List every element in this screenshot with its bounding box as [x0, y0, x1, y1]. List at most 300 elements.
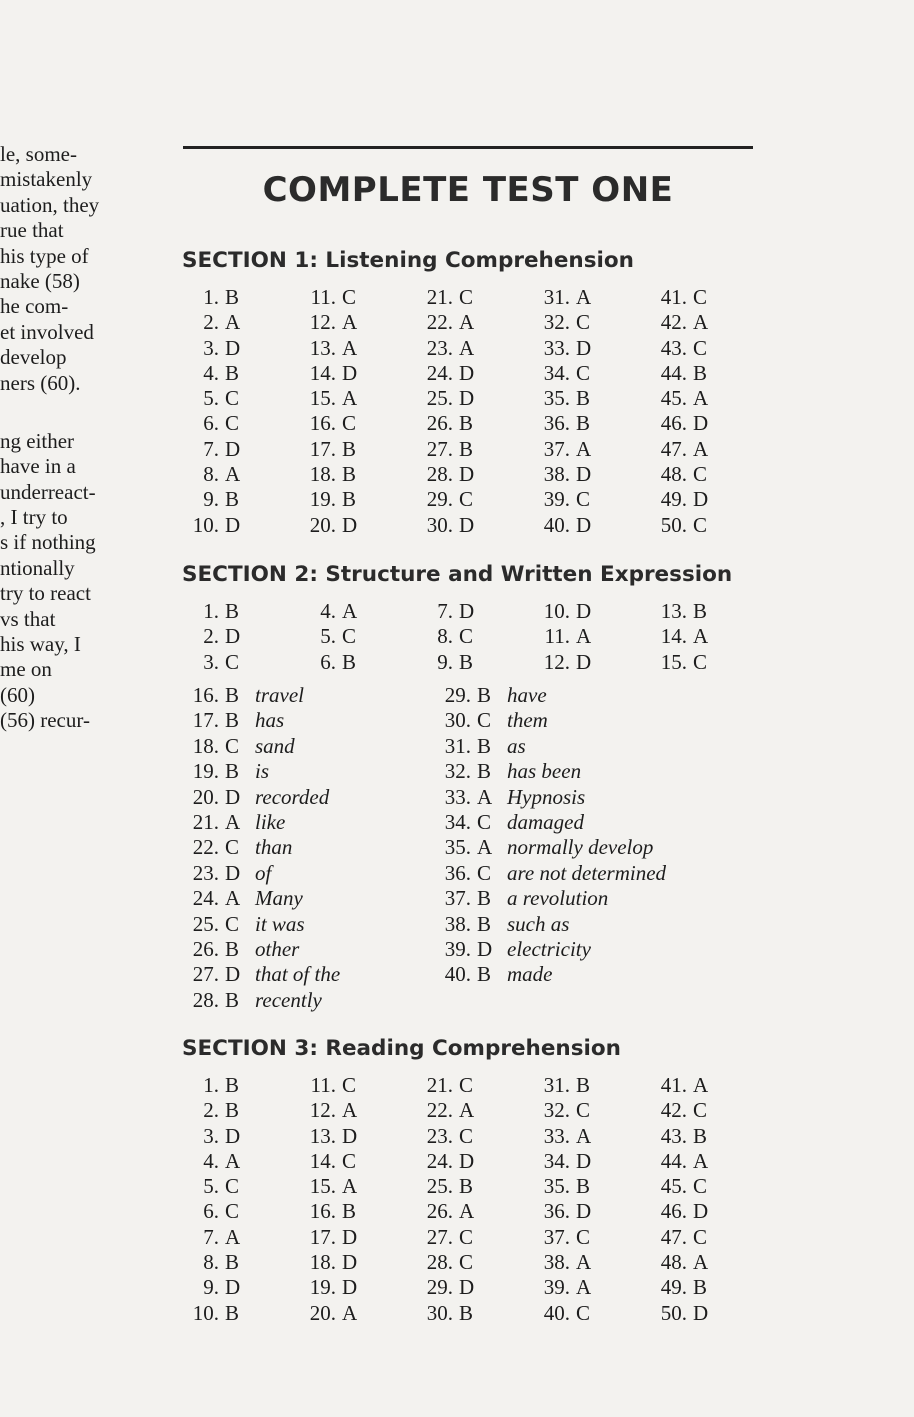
answer-letter: B — [225, 987, 240, 1012]
answer-letter: D — [459, 462, 475, 487]
margin-line: rue that — [0, 218, 64, 243]
question-number: 44. — [660, 360, 687, 385]
question-number: 41. — [660, 285, 687, 309]
answer-item — [417, 411, 517, 436]
answer-letter: D — [477, 936, 493, 961]
answer-item — [417, 513, 517, 538]
answer-item — [534, 599, 634, 624]
answer-letter: B — [576, 411, 591, 436]
answer-letter: B — [225, 360, 240, 385]
question-number: 32. — [543, 310, 570, 335]
answer-item — [183, 1174, 283, 1199]
answer-letter: B — [477, 886, 492, 911]
answer-item — [534, 285, 634, 310]
answer-column — [417, 285, 517, 538]
answer-item — [300, 1124, 400, 1149]
answer-item — [417, 1174, 517, 1199]
question-number: 2. — [203, 310, 219, 335]
question-number: 3. — [203, 335, 219, 360]
question-number: 35. — [543, 1174, 570, 1199]
answer-letter: B — [225, 936, 240, 961]
answer-letter: D — [225, 1275, 241, 1300]
answer-item — [183, 1225, 283, 1250]
answer-word: electricity — [507, 936, 591, 961]
margin-line: underreact- — [0, 479, 96, 504]
question-number: 21. — [426, 285, 453, 309]
written-answer-item — [435, 810, 666, 835]
question-number: 6. — [203, 411, 219, 436]
question-number: 42. — [660, 310, 687, 335]
answer-item — [651, 487, 751, 512]
question-number: 17. — [309, 1224, 336, 1249]
question-number: 46. — [660, 1199, 687, 1224]
question-number: 25. — [426, 386, 453, 411]
margin-line: uation, they — [0, 192, 100, 217]
answer-letter: B — [477, 683, 492, 707]
question-number: 37. — [543, 1224, 570, 1249]
question-number: 4. — [203, 360, 219, 385]
answer-letter: D — [342, 1123, 358, 1148]
written-answer-item — [183, 886, 340, 911]
written-answer-item — [183, 683, 340, 708]
question-number: 17. — [192, 708, 219, 733]
question-number: 49. — [660, 487, 687, 512]
question-number: 5. — [203, 1174, 219, 1199]
answer-letter: A — [342, 1174, 358, 1199]
answer-item — [651, 1199, 751, 1224]
question-number: 20. — [309, 1300, 336, 1325]
answer-item — [534, 310, 634, 335]
answer-item — [300, 1149, 400, 1174]
margin-line: mistakenly — [0, 167, 93, 192]
answer-column — [534, 599, 634, 675]
written-answer-item — [435, 683, 666, 708]
answer-letter: A — [342, 310, 358, 335]
question-number: 27. — [426, 1224, 453, 1249]
question-number: 29. — [426, 1275, 453, 1300]
answer-letter: B — [576, 386, 591, 411]
answer-letter: D — [342, 1250, 358, 1275]
question-number: 37. — [444, 886, 471, 911]
answer-letter: B — [459, 1300, 474, 1325]
question-number: 16. — [309, 1199, 336, 1224]
answer-letter: A — [576, 1275, 592, 1300]
question-number: 18. — [192, 733, 219, 758]
question-number: 38. — [444, 911, 471, 936]
question-number: 19. — [309, 487, 336, 512]
answer-item — [534, 1275, 634, 1300]
question-number: 8. — [437, 624, 453, 649]
section1-heading: SECTION 1: Listening Comprehension — [182, 248, 634, 273]
answer-letter: C — [693, 1174, 708, 1199]
question-number: 24. — [426, 360, 453, 385]
answer-letter: C — [225, 733, 240, 758]
answer-item — [651, 650, 751, 675]
answer-letter: B — [693, 1123, 708, 1148]
answer-letter: A — [693, 1073, 709, 1097]
answer-letter: A — [225, 1224, 241, 1249]
question-number: 23. — [192, 860, 219, 885]
question-number: 38. — [543, 462, 570, 487]
answer-column — [651, 1073, 751, 1326]
answer-letter: A — [225, 310, 241, 335]
question-number: 10. — [192, 1300, 219, 1325]
answer-letter: C — [576, 487, 591, 512]
question-number: 6. — [203, 1199, 219, 1224]
question-number: 50. — [660, 1300, 687, 1325]
margin-line: develop — [0, 345, 67, 370]
answer-letter: D — [576, 599, 592, 623]
question-number: 21. — [426, 1073, 453, 1097]
answer-item — [417, 1199, 517, 1224]
answer-letter: C — [225, 411, 240, 436]
answer-letter: C — [576, 360, 591, 385]
answer-letter: B — [225, 285, 240, 309]
answer-word: it was — [255, 911, 305, 936]
question-number: 40. — [543, 512, 570, 537]
answer-letter: C — [459, 1123, 474, 1148]
answer-letter: B — [693, 1275, 708, 1300]
written-answer-item — [183, 708, 340, 733]
question-number: 26. — [426, 411, 453, 436]
answer-letter: C — [225, 911, 240, 936]
answer-letter: D — [459, 386, 475, 411]
answer-word: made — [507, 962, 553, 987]
answer-word: like — [255, 809, 286, 834]
question-number: 3. — [203, 649, 219, 674]
answer-item — [417, 437, 517, 462]
question-number: 33. — [543, 1123, 570, 1148]
question-number: 25. — [192, 911, 219, 936]
margin-line: ners (60). — [0, 370, 81, 395]
answer-item — [183, 386, 283, 411]
question-number: 25. — [426, 1174, 453, 1199]
page-title: COMPLETE TEST ONE — [262, 170, 674, 210]
answer-item — [300, 1275, 400, 1300]
answer-item — [417, 1301, 517, 1326]
question-number: 1. — [203, 285, 219, 309]
question-number: 22. — [426, 1098, 453, 1123]
answer-item — [183, 1199, 283, 1224]
answer-word: other — [255, 936, 300, 961]
question-number: 7. — [203, 1224, 219, 1249]
answer-letter: A — [459, 335, 475, 360]
answer-item — [417, 624, 517, 649]
answer-item — [534, 650, 634, 675]
answer-letter: D — [576, 462, 592, 487]
answer-letter: A — [342, 335, 358, 360]
answer-letter: B — [459, 649, 474, 674]
answer-column — [651, 599, 751, 675]
answer-letter: B — [477, 911, 492, 936]
question-number: 7. — [437, 599, 453, 623]
answer-letter: B — [342, 1199, 357, 1224]
answer-item — [183, 1073, 283, 1098]
answer-letter: D — [459, 599, 475, 623]
answer-letter: A — [693, 624, 709, 649]
question-number: 46. — [660, 411, 687, 436]
answer-item — [183, 437, 283, 462]
question-number: 4. — [203, 1148, 219, 1173]
answer-letter: A — [693, 436, 709, 461]
answer-letter: B — [477, 962, 492, 987]
answer-letter: B — [693, 360, 708, 385]
answer-letter: C — [693, 462, 708, 487]
answer-item — [300, 1174, 400, 1199]
answer-letter: A — [576, 1250, 592, 1275]
answer-item — [183, 285, 283, 310]
answer-item — [651, 1275, 751, 1300]
answer-item — [183, 1275, 283, 1300]
answer-item — [417, 361, 517, 386]
question-number: 2. — [203, 1098, 219, 1123]
answer-letter: C — [459, 285, 474, 309]
margin-line: s if nothing — [0, 530, 96, 555]
question-number: 16. — [309, 411, 336, 436]
question-number: 5. — [320, 624, 336, 649]
answer-item — [534, 361, 634, 386]
answer-letter: A — [693, 386, 709, 411]
question-number: 40. — [444, 962, 471, 987]
answer-letter: A — [342, 1300, 358, 1325]
answer-letter: A — [342, 386, 358, 411]
margin-line — [0, 396, 140, 429]
answer-item — [183, 1250, 283, 1275]
question-number: 31. — [444, 733, 471, 758]
answer-word: travel — [255, 683, 304, 707]
answer-item — [651, 386, 751, 411]
question-number: 31. — [543, 1073, 570, 1097]
question-number: 45. — [660, 1174, 687, 1199]
answer-item — [183, 462, 283, 487]
section2-written-left — [183, 683, 340, 1013]
written-answer-item — [435, 937, 666, 962]
answer-item — [300, 599, 400, 624]
answer-letter: D — [459, 1275, 475, 1300]
question-number: 14. — [660, 624, 687, 649]
question-number: 26. — [192, 936, 219, 961]
left-margin-text — [0, 142, 140, 734]
question-number: 20. — [309, 512, 336, 537]
answer-letter: C — [342, 285, 357, 309]
written-answer-item — [183, 835, 340, 860]
answer-letter: D — [576, 649, 592, 674]
question-number: 9. — [437, 649, 453, 674]
question-number: 36. — [543, 411, 570, 436]
answer-word: has been — [507, 759, 582, 784]
margin-line: (56) recur- — [0, 708, 90, 733]
answer-item — [417, 336, 517, 361]
answer-word: Hypnosis — [507, 784, 586, 809]
answer-letter: D — [576, 512, 592, 537]
answer-letter: B — [225, 487, 240, 512]
margin-line: vs that — [0, 606, 56, 631]
question-number: 10. — [543, 599, 570, 623]
margin-line: have in a — [0, 454, 76, 479]
answer-item — [651, 310, 751, 335]
question-number: 6. — [320, 649, 336, 674]
answer-letter: A — [576, 624, 592, 649]
answer-item — [651, 599, 751, 624]
question-number: 11. — [310, 1073, 336, 1097]
margin-line: try to react — [0, 581, 91, 606]
question-number: 11. — [310, 285, 336, 309]
answer-word: have — [507, 683, 547, 707]
answer-item — [651, 1098, 751, 1123]
answer-letter: A — [225, 462, 241, 487]
answer-letter: C — [225, 649, 240, 674]
answer-item — [534, 1250, 634, 1275]
margin-line: ng either — [0, 428, 75, 453]
question-number: 32. — [543, 1098, 570, 1123]
written-answer-item — [183, 861, 340, 886]
written-answer-item — [183, 734, 340, 759]
answer-letter: C — [477, 860, 492, 885]
question-number: 4. — [320, 599, 336, 623]
answer-letter: D — [693, 411, 709, 436]
answer-item — [300, 1073, 400, 1098]
question-number: 16. — [192, 683, 219, 707]
answer-item — [417, 1149, 517, 1174]
margin-line: his type of — [0, 243, 89, 268]
margin-line: , I try to — [0, 505, 68, 530]
answer-letter: C — [342, 624, 357, 649]
question-number: 37. — [543, 436, 570, 461]
answer-column — [417, 599, 517, 675]
question-number: 9. — [203, 1275, 219, 1300]
question-number: 41. — [660, 1073, 687, 1097]
answer-item — [534, 487, 634, 512]
answer-letter: C — [693, 512, 708, 537]
question-number: 30. — [426, 512, 453, 537]
answer-item — [534, 513, 634, 538]
answer-letter: D — [576, 335, 592, 360]
answer-item — [183, 336, 283, 361]
answer-item — [300, 386, 400, 411]
answer-word: sand — [255, 733, 295, 758]
written-answer-item — [183, 962, 340, 987]
answer-item — [183, 650, 283, 675]
answer-item — [417, 599, 517, 624]
answer-item — [183, 1124, 283, 1149]
answer-item — [183, 599, 283, 624]
question-number: 35. — [444, 835, 471, 860]
answer-letter: C — [459, 1224, 474, 1249]
question-number: 33. — [543, 335, 570, 360]
question-number: 38. — [543, 1250, 570, 1275]
answer-item — [300, 1199, 400, 1224]
question-number: 47. — [660, 1224, 687, 1249]
question-number: 22. — [426, 310, 453, 335]
answer-letter: C — [576, 1300, 591, 1325]
margin-line: (60) — [0, 682, 35, 707]
answer-item — [183, 411, 283, 436]
answer-letter: A — [576, 1123, 592, 1148]
answer-letter: A — [459, 1098, 475, 1123]
answer-word: recorded — [255, 784, 330, 809]
answer-column — [300, 285, 400, 538]
answer-letter: A — [225, 1148, 241, 1173]
question-number: 23. — [426, 335, 453, 360]
answer-item — [651, 1073, 751, 1098]
answer-letter: B — [225, 759, 240, 784]
answer-item — [534, 1073, 634, 1098]
answer-letter: B — [225, 1250, 240, 1275]
answer-letter: B — [693, 599, 708, 623]
answer-letter: B — [342, 649, 357, 674]
answer-letter: D — [342, 1224, 358, 1249]
answer-letter: A — [459, 310, 475, 335]
answer-word: recently — [255, 987, 322, 1012]
question-number: 34. — [543, 1148, 570, 1173]
answer-letter: C — [225, 1174, 240, 1199]
written-answer-item — [435, 962, 666, 987]
answer-word: them — [507, 708, 548, 733]
written-answer-item — [435, 785, 666, 810]
answer-letter: C — [576, 310, 591, 335]
answer-item — [183, 361, 283, 386]
answer-item — [651, 437, 751, 462]
written-answer-item — [183, 785, 340, 810]
question-number: 39. — [543, 487, 570, 512]
question-number: 43. — [660, 1123, 687, 1148]
answer-letter: B — [477, 733, 492, 758]
answer-letter: D — [459, 360, 475, 385]
written-answer-item — [435, 886, 666, 911]
answer-letter: C — [225, 386, 240, 411]
answer-word: normally develop — [507, 835, 654, 860]
written-answer-item — [435, 734, 666, 759]
answer-item — [651, 1250, 751, 1275]
answer-item — [651, 285, 751, 310]
answer-letter: C — [459, 1250, 474, 1275]
answer-column — [183, 1073, 283, 1326]
answer-letter: D — [225, 512, 241, 537]
question-number: 36. — [543, 1199, 570, 1224]
answer-item — [183, 513, 283, 538]
answer-word: of — [255, 860, 272, 885]
answer-item — [183, 1149, 283, 1174]
question-number: 19. — [192, 759, 219, 784]
answer-letter: D — [225, 962, 241, 987]
answer-letter: C — [693, 649, 708, 674]
answer-letter: B — [225, 1098, 240, 1123]
answer-letter: B — [576, 1174, 591, 1199]
answer-letter: B — [225, 708, 240, 733]
question-number: 32. — [444, 759, 471, 784]
answer-item — [300, 310, 400, 335]
answer-item — [534, 336, 634, 361]
answer-item — [417, 386, 517, 411]
answer-letter: C — [342, 1073, 357, 1097]
answer-letter: C — [693, 285, 708, 309]
answer-word: such as — [507, 911, 570, 936]
question-number: 12. — [309, 1098, 336, 1123]
answer-letter: A — [225, 886, 241, 911]
question-number: 3. — [203, 1123, 219, 1148]
question-number: 22. — [192, 835, 219, 860]
answer-item — [300, 1098, 400, 1123]
question-number: 30. — [426, 1300, 453, 1325]
question-number: 40. — [543, 1300, 570, 1325]
answer-word: damaged — [507, 809, 584, 834]
question-number: 15. — [309, 386, 336, 411]
answer-item — [534, 386, 634, 411]
answer-item — [534, 1149, 634, 1174]
answer-letter: A — [693, 1250, 709, 1275]
question-number: 10. — [192, 512, 219, 537]
written-answer-item — [183, 759, 340, 784]
